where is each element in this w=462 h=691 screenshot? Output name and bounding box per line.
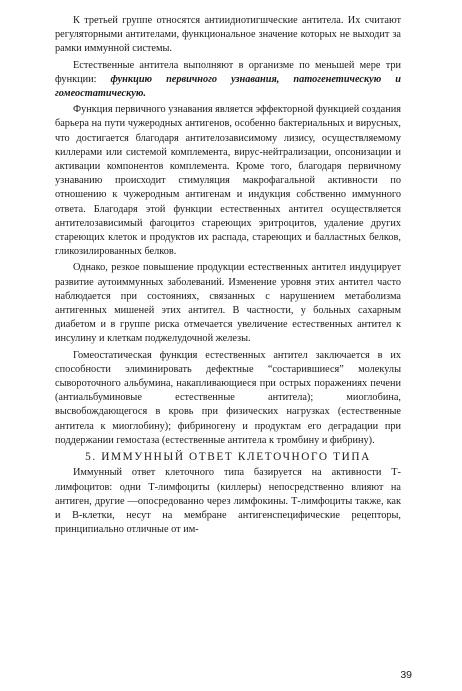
section-heading: 5. ИММУННЫЙ ОТВЕТ КЛЕТОЧНОГО ТИПА [85, 451, 371, 464]
body-text [55, 14, 401, 539]
functions-list: функцию первичного узнавания, патогенетическую и гомеостатическую. [55, 73, 401, 100]
paragraph-homeostatic: Гомеостатическая функция естественных антител заключается в их способности элиминировать дефектные “состарившиеся” молекулы сывороточного альбумина, накапливающиеся при острых поражениях печени (антиальбуминовые естественные антитела); миоглобина, высвобождающегося в кровь при физических нагрузках (естественные антитела к миоглобину); фибриногену и продуктам его деградации при поддержании гемостаза (естественные антитела к тромбину и фибрину). [55, 349, 401, 446]
paragraph-primary-recognition: Функция первичного узнавания является эффекторной функцией создания барьера на пути чужеродных антигенов, особенно бактериальных и вирусных, что достигается благодаря антителозависимому лизису, осуществляемому киллерами или системой комплемента, вирус-нейтрализации, опсонизации и активации компонентов комплемента. Кроме того, благодаря первичному узнаванию происходит стимуляция макрофагальной активности по отношению к чужеродным антигенам и индукция собственно иммунного ответа. Благодаря этой функции естественных антител осуществляется антителозависимый фагоцитоз стареющих эритроцитов, удаление других стареющих клеток и продуктов их распада, стареющих и балластных белков, гликозилированных белков. [55, 104, 401, 258]
functions-intro: Естественные антитела выполняют в организме по меньшей мере три функции: [55, 59, 401, 85]
paragraph-antiidiotypic: К третьей группе относятся антиидиотигшческие антитела. Их считают регуляторными антителами, функциональное значение которых не выходит за рамки иммунной системы. [55, 15, 401, 55]
paragraph-autoimmune: Однако, резкое повышение продукции естественных антител индуцирует развитие аутоиммунных заболеваний. Изменение уровня этих антител часто наблюдается при состояниях, связанных с нарушением метаболизма антигенных мишеней этих антител. В частности, у больных сахарным диабетом и в группе риска отмечается увеличение естественных антител к инсулину и клеткам поджелудочной железы. [55, 262, 401, 345]
paragraph-cellular-response: Иммунный ответ клеточного типа базируется на активности Т-лимфоцитов: одни Т-лимфоциты (киллеры) непосредственно влияют на антиген, другие —опосредованно через лимфокины. Т-лимфоциты также, как и В-клетки, несут на мембране антигенспецифические рецепторы, принципиально отличные от им- [55, 467, 401, 536]
page-number: 39 [400, 669, 412, 681]
paragraph-functions [55, 59, 401, 102]
